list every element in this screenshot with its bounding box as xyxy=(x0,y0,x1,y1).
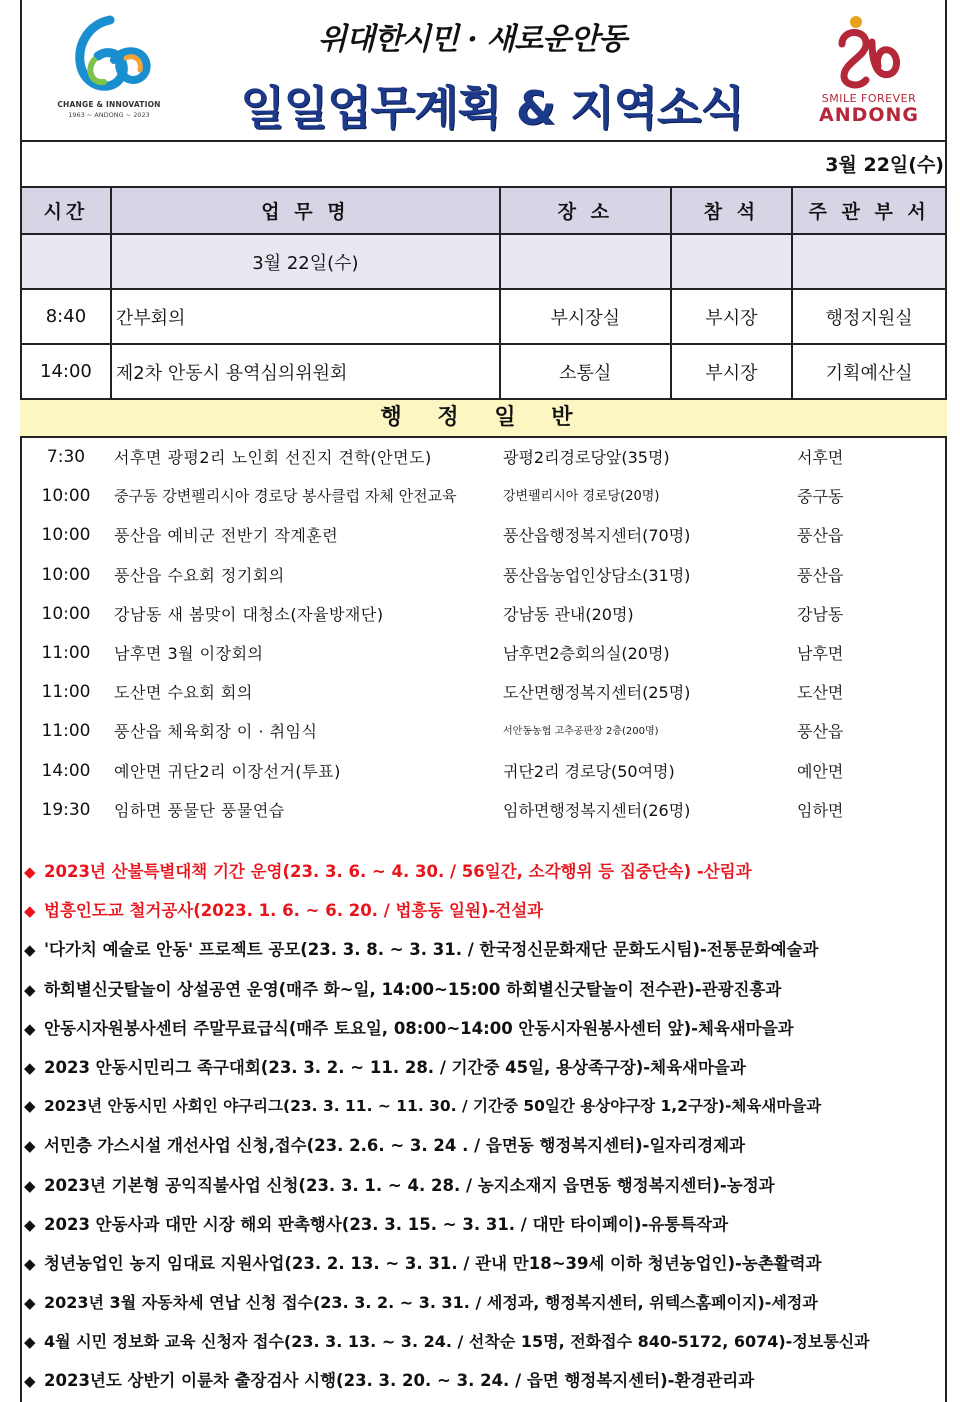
admin-task: 도산면 수요회 회의 xyxy=(114,683,253,703)
notice-item xyxy=(24,1244,944,1283)
admin-dept: 임하면 xyxy=(797,800,844,820)
admin-time: 10:00 xyxy=(41,525,91,546)
logo-caption-2: 1963 ~ ANDONG ~ 2023 xyxy=(68,111,150,119)
diamond-bullet-icon: ◆ xyxy=(24,1176,36,1195)
notice-text: 2023년 산불특별대책 기간 운영(23. 3. 6. ~ 4. 30. / 56일간, 소각행위 등 집중단속) -산림과 xyxy=(44,862,752,881)
notice-text: '다가치 예술로 안동' 프로젝트 공모(23. 3. 8. ~ 3. 31. / 한국정신문화재단 문화도시팀)-전통문화예술과 xyxy=(44,940,819,960)
page-title: 일일업무계획 & 지역소식 xyxy=(240,81,744,135)
admin-place: 강변펠리시아 경로당(20명) xyxy=(503,489,660,505)
list-item xyxy=(22,791,945,830)
header-attendee: 참 석 xyxy=(671,187,793,234)
notice-text: 4월 시민 정보화 교육 신청자 접수(23. 3. 13. ~ 3. 24. / 선착순 15명, 전화접수 840-5172, 6074)-정보통신과 xyxy=(44,1332,870,1352)
row-time: 14:00 xyxy=(21,344,111,399)
admin-place: 임하면행정복지센터(26명) xyxy=(503,800,691,820)
diamond-bullet-icon: ◆ xyxy=(24,902,36,921)
notice-text: 청년농업인 농지 임대료 지원사업(23. 2. 13. ~ 3. 31. / 관내 만18~39세 이하 청년농업인)-농촌활력과 xyxy=(44,1253,822,1273)
list-item xyxy=(22,595,945,634)
diamond-bullet-icon: ◆ xyxy=(24,1294,36,1313)
date-row-cell-empty xyxy=(671,234,793,289)
diamond-bullet-icon: ◆ xyxy=(24,1333,36,1352)
notice-item xyxy=(24,891,944,930)
admin-section-title: 행 정 일 반 xyxy=(20,398,947,438)
diamond-bullet-icon: ◆ xyxy=(24,1137,36,1156)
document-header xyxy=(22,0,945,140)
admin-task: 중구동 강변펠리시아 경로당 봉사클럽 자체 안전교육 xyxy=(114,487,457,506)
admin-place: 강남동 관내(20명) xyxy=(503,604,634,624)
diamond-bullet-icon: ◆ xyxy=(24,863,36,881)
header-task: 업 무 명 xyxy=(111,187,500,234)
notice-text: 2023년 기본형 공익직불사업 신청(23. 3. 1. ~ 4. 28. / 농지소재지 읍면동 행정복지센터)-농정과 xyxy=(44,1175,775,1195)
list-item xyxy=(22,712,945,751)
admin-time: 10:00 xyxy=(41,486,91,507)
admin-place: 도산면행정복지센터(25명) xyxy=(503,683,691,703)
admin-dept: 중구동 xyxy=(797,487,844,507)
admin-place: 귀단2리 경로당(50여명) xyxy=(503,761,675,781)
document-date: 3월 22일(수) xyxy=(825,154,944,176)
admin-time: 10:00 xyxy=(41,603,91,624)
notice-item xyxy=(24,1361,944,1400)
row-attendee: 부시장 xyxy=(671,289,793,344)
schedule-date-row xyxy=(21,234,946,289)
date-row-label: 3월 22일(수) xyxy=(111,234,500,289)
divider xyxy=(20,140,947,142)
admin-task: 예안면 귀단2리 이장선거(투표) xyxy=(114,761,341,781)
diamond-bullet-icon: ◆ xyxy=(24,1372,36,1391)
list-item xyxy=(22,477,945,516)
header-place: 장 소 xyxy=(500,187,671,234)
diamond-bullet-icon: ◆ xyxy=(24,1215,36,1234)
admin-time: 10:00 xyxy=(41,564,91,585)
admin-dept: 풍산읍 xyxy=(797,526,844,546)
notice-item xyxy=(24,930,944,969)
row-dept: 기획예산실 xyxy=(792,344,946,399)
date-row-cell-empty xyxy=(500,234,671,289)
diamond-bullet-icon: ◆ xyxy=(24,1019,36,1038)
notice-text: 2023 안동사과 대만 시장 해외 판촉행사(23. 3. 15. ~ 3. 31. / 대만 타이페이)-유통특작과 xyxy=(44,1214,729,1234)
admin-task: 풍산읍 체육회장 이 · 취임식 xyxy=(114,722,318,742)
notice-item xyxy=(24,1205,944,1244)
admin-place: 풍산읍농업인상담소(31명) xyxy=(503,565,691,585)
diamond-bullet-icon: ◆ xyxy=(24,1254,36,1273)
notice-item xyxy=(24,1048,944,1087)
notice-item xyxy=(24,970,944,1009)
list-item xyxy=(22,634,945,673)
notice-item xyxy=(24,1283,944,1322)
notice-item xyxy=(24,1166,944,1205)
admin-task: 남후면 3월 이장회의 xyxy=(114,643,264,663)
admin-place: 서안동농협 고추공판장 2층(200명) xyxy=(503,726,659,738)
admin-place: 광평2리경로당앞(35명) xyxy=(503,448,670,467)
admin-task: 강남동 새 봄맞이 대청소(자율방재단) xyxy=(114,604,384,624)
smile-logo-icon xyxy=(834,12,904,90)
notice-text: 하회별신굿탈놀이 상설공연 운영(매주 화~일, 14:00~15:00 하회별신굿탈놀이 전수관)-관광진흥과 xyxy=(44,979,782,999)
admin-dept: 도산면 xyxy=(797,683,844,703)
notice-text: 2023년 안동시민 사회인 야구리그(23. 3. 11. ~ 11. 30. / 기간중 50일간 용상야구장 1,2구장)-체육새마을과 xyxy=(44,1097,822,1116)
admin-time: 11:00 xyxy=(41,721,91,742)
admin-dept: 남후면 xyxy=(797,643,844,663)
admin-time: 19:30 xyxy=(41,799,91,820)
admin-task: 서후면 광평2리 노인회 선진지 견학(안면도) xyxy=(114,448,432,467)
admin-task: 임하면 풍물단 풍물연습 xyxy=(114,800,285,820)
smile-text-2: ANDONG xyxy=(818,104,920,126)
diamond-bullet-icon: ◆ xyxy=(24,941,36,960)
admin-time: 11:00 xyxy=(41,642,91,663)
row-place: 소통실 xyxy=(500,344,671,399)
row-attendee: 부시장 xyxy=(671,344,793,399)
list-item xyxy=(22,673,945,712)
schedule-header-row xyxy=(21,187,946,234)
admin-dept: 예안면 xyxy=(797,761,844,781)
admin-task: 풍산읍 예비군 전반기 작계훈련 xyxy=(114,526,339,546)
date-row-cell-empty xyxy=(792,234,946,289)
list-item xyxy=(22,752,945,791)
sixty-logo-icon xyxy=(64,14,154,104)
admin-time: 7:30 xyxy=(46,447,86,467)
row-task: 간부회의 xyxy=(111,289,500,344)
logo-caption-1: CHANGE & INNOVATION xyxy=(57,100,161,109)
admin-time: 14:00 xyxy=(41,760,91,781)
diamond-bullet-icon: ◆ xyxy=(24,1058,36,1077)
list-item xyxy=(22,556,945,595)
diamond-bullet-icon: ◆ xyxy=(24,1097,36,1116)
smile-text-1: SMILE FOREVER xyxy=(821,92,917,105)
row-task: 제2차 안동시 용역심의위원회 xyxy=(111,344,500,399)
notice-item xyxy=(24,1126,944,1165)
notice-text: 법흥인도교 철거공사(2023. 1. 6. ~ 6. 20. / 법흥동 일원)-건설과 xyxy=(44,901,544,921)
admin-dept: 강남동 xyxy=(797,604,844,624)
notice-item xyxy=(24,1087,944,1126)
header-time: 시간 xyxy=(21,187,111,234)
smile-andong-logo xyxy=(804,12,934,130)
admin-place: 남후면2층회의실(20명) xyxy=(503,643,670,663)
notice-item xyxy=(24,852,944,891)
slogan: 위대한시민 · 새로운안동 xyxy=(317,22,627,57)
table-row xyxy=(21,289,946,344)
table-row xyxy=(21,344,946,399)
header-dept: 주 관 부 서 xyxy=(792,187,946,234)
row-dept: 행정지원실 xyxy=(792,289,946,344)
schedule-table xyxy=(20,186,947,400)
admin-dept: 풍산읍 xyxy=(797,565,844,585)
list-item xyxy=(22,516,945,555)
notice-text: 2023년도 상반기 이륜차 출장검사 시행(23. 3. 20. ~ 3. 24. / 읍면 행정복지센터)-환경관리과 xyxy=(44,1371,755,1391)
admin-dept: 풍산읍 xyxy=(797,722,844,742)
notice-text: 2023년 3월 자동차세 연납 신청 접수(23. 3. 2. ~ 3. 31. / 세정과, 행정복지센터, 위텍스홈페이지)-세정과 xyxy=(44,1293,818,1313)
date-row-cell-empty xyxy=(21,234,111,289)
admin-time: 11:00 xyxy=(41,682,91,703)
row-time: 8:40 xyxy=(21,289,111,344)
row-place: 부시장실 xyxy=(500,289,671,344)
notice-list xyxy=(24,852,944,1401)
notice-item xyxy=(24,1322,944,1361)
notice-text: 2023 안동시민리그 족구대회(23. 3. 2. ~ 11. 28. / 기간중 45일, 용상족구장)-체육새마을과 xyxy=(44,1057,746,1077)
notice-text: 서민층 가스시설 개선사업 신청,접수(23. 2.6. ~ 3. 24 . / 읍면동 행정복지센터)-일자리경제과 xyxy=(44,1136,746,1156)
admin-place: 풍산읍행정복지센터(70명) xyxy=(503,526,691,546)
anniversary-logo xyxy=(54,14,164,124)
admin-dept: 서후면 xyxy=(797,448,844,467)
admin-task: 풍산읍 수요회 정기회의 xyxy=(114,565,285,585)
notice-text: 안동시자원봉사센터 주말무료급식(매주 토요일, 08:00~14:00 안동시자원봉사센터 앞)-체육새마을과 xyxy=(44,1018,794,1038)
list-item xyxy=(22,438,945,477)
diamond-bullet-icon: ◆ xyxy=(24,980,36,999)
notice-item xyxy=(24,1009,944,1048)
admin-list xyxy=(22,438,945,830)
